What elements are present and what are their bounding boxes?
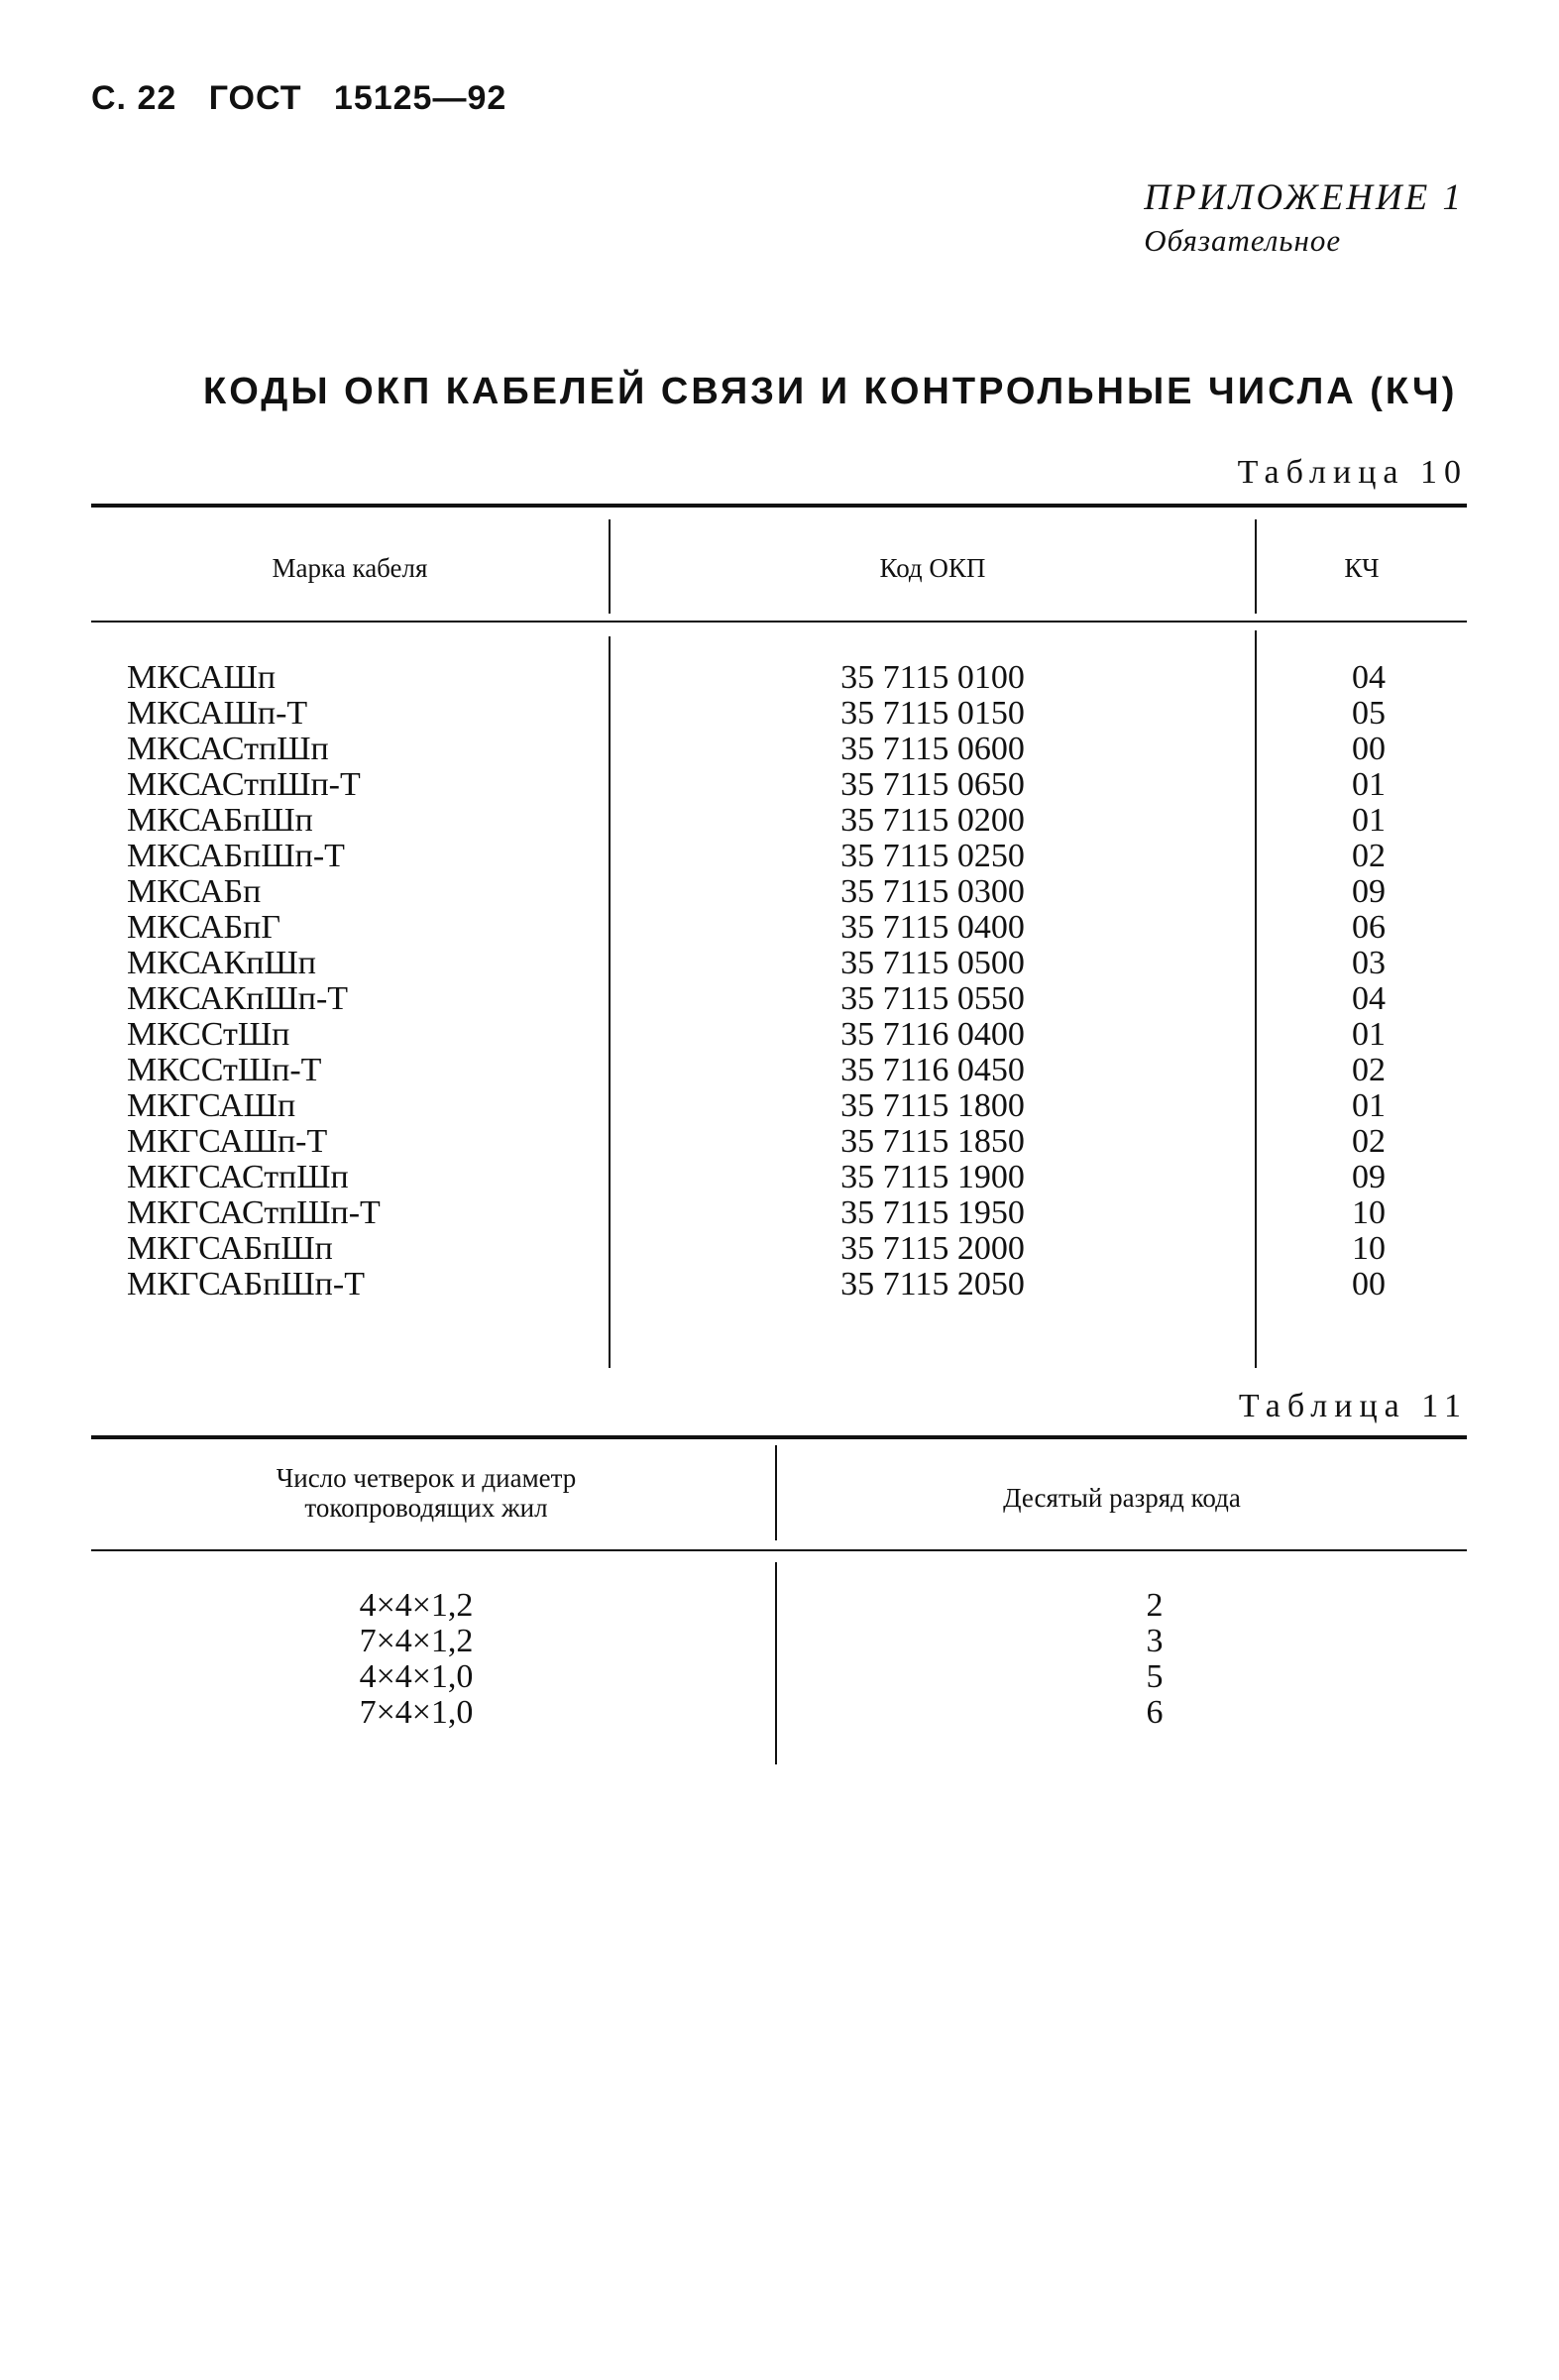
table10-cell-code: 35 7115 1900: [840, 1159, 1025, 1195]
table11-cell-size: 7×4×1,2: [359, 1623, 474, 1659]
table10-cell-brand: МКСАШп-Т: [127, 695, 308, 732]
table10-cell-code: 35 7115 2050: [840, 1266, 1025, 1303]
table10-cell-brand: МКГСАШп: [127, 1087, 296, 1124]
table10-cell-code: 35 7116 0400: [840, 1016, 1025, 1053]
table10-cell-code: 35 7115 1950: [840, 1194, 1025, 1231]
table11-header-size: Число четверок и диаметр токопроводящих жил: [276, 1463, 577, 1523]
table10-cell-brand: МКСАБпГ: [127, 909, 280, 946]
table10-cell-brand: МКГСАШп-Т: [127, 1123, 328, 1160]
table10-cell-brand: МКССтШп: [127, 1016, 290, 1053]
table10-cell-kch: 01: [1352, 802, 1386, 839]
table10-cell-brand: МКГСАБпШп: [127, 1230, 333, 1267]
standard-label: ГОСТ: [208, 79, 302, 117]
appendix-subtitle: Обязательное: [1144, 223, 1342, 258]
table11-size-column: [297, 1588, 535, 1731]
table10-header-rule: [91, 621, 1467, 623]
table10-cell-kch: 04: [1352, 980, 1386, 1017]
table11-body-divider: [775, 1562, 777, 1764]
table10-cell-brand: МКГСАБпШп-Т: [127, 1266, 365, 1303]
table10-cell-kch: 02: [1352, 838, 1386, 874]
table11-cell-size: 4×4×1,0: [359, 1658, 474, 1695]
table11-cell-digit: 3: [1146, 1623, 1164, 1659]
table10-cell-kch: 01: [1352, 1016, 1386, 1053]
table10-cell-brand: МКСАБп: [127, 873, 262, 910]
table10-kch-column: [1257, 660, 1481, 1303]
appendix-title: ПРИЛОЖЕНИЕ 1: [1144, 177, 1464, 218]
page-title: КОДЫ ОКП КАБЕЛЕЙ СВЯЗИ И КОНТРОЛЬНЫЕ ЧИСЛА (КЧ): [203, 371, 1458, 412]
table10-cell-kch: 01: [1352, 1087, 1386, 1124]
table10-cell-code: 35 7115 0200: [840, 802, 1025, 839]
table10-cell-kch: 00: [1352, 1266, 1386, 1303]
table10-cell-code: 35 7115 0400: [840, 909, 1025, 946]
table10-cell-brand: МКСАШп: [127, 659, 277, 696]
table10-cell-kch: 00: [1352, 731, 1386, 767]
table10-cell-kch: 02: [1352, 1052, 1386, 1088]
table10-cell-brand: МКСАКпШп: [127, 945, 316, 981]
table10-caption: Таблица 10: [1237, 454, 1468, 491]
table10-cell-brand: МКСАКпШп-Т: [127, 980, 349, 1017]
table10-cell-brand: МКСАСтпШп-Т: [127, 766, 361, 803]
table10-cell-code: 35 7116 0450: [840, 1052, 1025, 1088]
table10-header-code: Код ОКП: [879, 553, 986, 583]
table11-cell-digit: 5: [1146, 1658, 1164, 1695]
table11-cell-size: 7×4×1,0: [359, 1694, 474, 1731]
table11-caption: Таблица 11: [1238, 1388, 1468, 1424]
table10-cell-kch: 04: [1352, 659, 1386, 696]
page-number: С. 22: [91, 79, 177, 117]
table10-cell-code: 35 7115 0250: [840, 838, 1025, 874]
table11-top-rule: [91, 1435, 1467, 1439]
appendix-block: [1144, 176, 1464, 259]
table10-cell-code: 35 7115 0500: [840, 945, 1025, 981]
table10-top-rule: [91, 504, 1467, 508]
table11-header-digit: Десятый разряд кода: [1003, 1483, 1241, 1513]
table10-cell-code: 35 7115 1850: [840, 1123, 1025, 1160]
standard-number: 15125—92: [333, 79, 507, 117]
table10-cell-kch: 03: [1352, 945, 1386, 981]
table10-cell-code: 35 7115 0100: [840, 659, 1025, 696]
table10-brand-column: [127, 660, 381, 1303]
table11-cell-digit: 2: [1146, 1587, 1164, 1624]
table10-cell-code: 35 7115 1800: [840, 1087, 1025, 1124]
table10-cell-brand: МКСАБпШп-Т: [127, 838, 345, 874]
table10-cell-kch: 09: [1352, 873, 1386, 910]
table10-cell-brand: МКСАСтпШп: [127, 731, 329, 767]
table11-cell-size: 4×4×1,2: [359, 1587, 474, 1624]
table10-header-kch: КЧ: [1344, 553, 1380, 583]
table10-cell-brand: МКСАБпШп: [127, 802, 313, 839]
table10-cell-kch: 06: [1352, 909, 1386, 946]
table10-cell-brand: МКССтШп-Т: [127, 1052, 322, 1088]
table10-cell-code: 35 7115 0550: [840, 980, 1025, 1017]
table10-cell-kch: 01: [1352, 766, 1386, 803]
table10-code-column: [611, 660, 1255, 1303]
table11-cell-digit: 6: [1146, 1694, 1164, 1731]
table10-cell-kch: 02: [1352, 1123, 1386, 1160]
table10-cell-code: 35 7115 0600: [840, 731, 1025, 767]
table11-digit-column: [1090, 1588, 1219, 1731]
table10-cell-kch: 05: [1352, 695, 1386, 732]
table10-cell-kch: 09: [1352, 1159, 1386, 1195]
table10-cell-kch: 10: [1352, 1230, 1386, 1267]
table10-cell-code: 35 7115 2000: [840, 1230, 1025, 1267]
table10-cell-code: 35 7115 0150: [840, 695, 1025, 732]
table10-cell-brand: МКГСАСтпШп-Т: [127, 1194, 381, 1231]
table10-cell-code: 35 7115 0650: [840, 766, 1025, 803]
page-header: [91, 79, 528, 118]
table10-cell-kch: 10: [1352, 1194, 1386, 1231]
table11-header-rule: [91, 1549, 1467, 1551]
table10-header-brand: Марка кабеля: [272, 553, 428, 583]
table10-cell-code: 35 7115 0300: [840, 873, 1025, 910]
table10-cell-brand: МКГСАСтпШп: [127, 1159, 349, 1195]
